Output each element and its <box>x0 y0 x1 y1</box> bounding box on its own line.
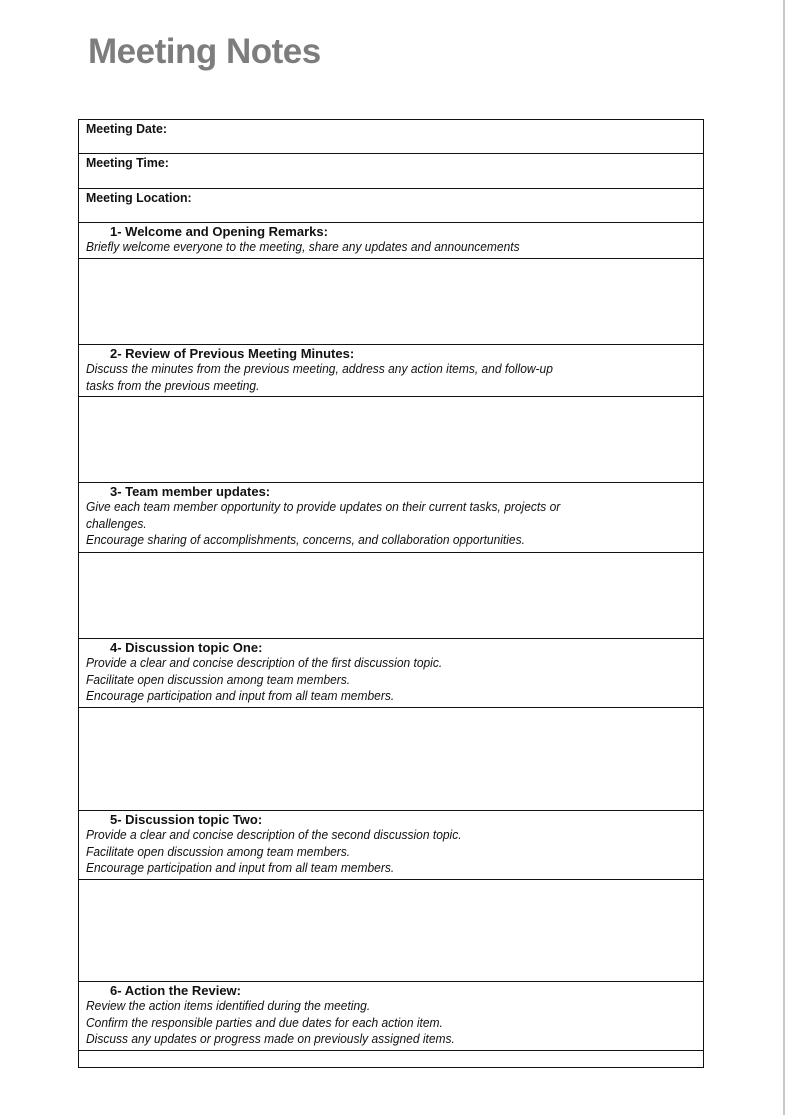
section-heading: 6- Action the Review: <box>110 983 241 998</box>
field-label: Meeting Time: <box>86 155 169 170</box>
meeting-date-field[interactable] <box>79 120 703 154</box>
section-notes-4[interactable] <box>79 708 703 811</box>
section-line: Encourage participation and input from all team members. <box>86 689 395 703</box>
meeting-notes-table <box>78 119 704 1068</box>
field-label: Meeting Date: <box>86 121 167 136</box>
page-title: Meeting Notes <box>88 32 321 71</box>
section-line: Facilitate open discussion among team members. <box>86 844 351 859</box>
section-notes-5[interactable] <box>79 880 703 982</box>
section-header-3 <box>79 483 703 553</box>
section-line: Provide a clear and concise description of the second discussion topic. <box>86 828 462 842</box>
section-heading: 4- Discussion topic One: <box>110 640 263 655</box>
section-heading: 5- Discussion topic Two: <box>110 812 263 827</box>
page-edge-scrollbar <box>783 0 794 1115</box>
section-heading: 2- Review of Previous Meeting Minutes: <box>110 346 355 361</box>
section-notes-6[interactable] <box>79 1051 703 1067</box>
section-header-4 <box>79 639 703 708</box>
section-line: Facilitate open discussion among team members. <box>86 672 351 687</box>
section-line: Confirm the responsible parties and due dates for each action item. <box>86 1015 443 1030</box>
field-label: Meeting Location: <box>86 190 192 205</box>
section-header-6 <box>79 982 703 1051</box>
section-line: Give each team member opportunity to provide updates on their current tasks, projects or <box>86 500 561 514</box>
section-header-5 <box>79 811 703 880</box>
section-heading: 1- Welcome and Opening Remarks: <box>110 224 328 239</box>
section-notes-3[interactable] <box>79 553 703 639</box>
section-line: Encourage participation and input from all team members. <box>86 861 395 875</box>
meeting-location-field[interactable] <box>79 189 703 223</box>
section-notes-2[interactable] <box>79 397 703 483</box>
section-line: Provide a clear and concise description of the first discussion topic. <box>86 656 443 670</box>
section-notes-1[interactable] <box>79 259 703 345</box>
section-line: Discuss any updates or progress made on previously assigned items. <box>86 1032 455 1046</box>
section-header-1 <box>79 223 703 259</box>
section-header-2 <box>79 345 703 397</box>
meeting-time-field[interactable] <box>79 154 703 189</box>
section-line: tasks from the previous meeting. <box>86 378 260 393</box>
section-line: Briefly welcome everyone to the meeting, share any updates and announcements <box>86 240 520 254</box>
section-line: Review the action items identified during the meeting. <box>86 999 371 1013</box>
section-heading: 3- Team member updates: <box>110 484 271 499</box>
section-line: challenges. <box>86 516 147 531</box>
section-line: Encourage sharing of accomplishments, concerns, and collaboration opportunities. <box>86 533 525 547</box>
section-line: Discuss the minutes from the previous meeting, address any action items, and follow-up <box>86 362 553 376</box>
